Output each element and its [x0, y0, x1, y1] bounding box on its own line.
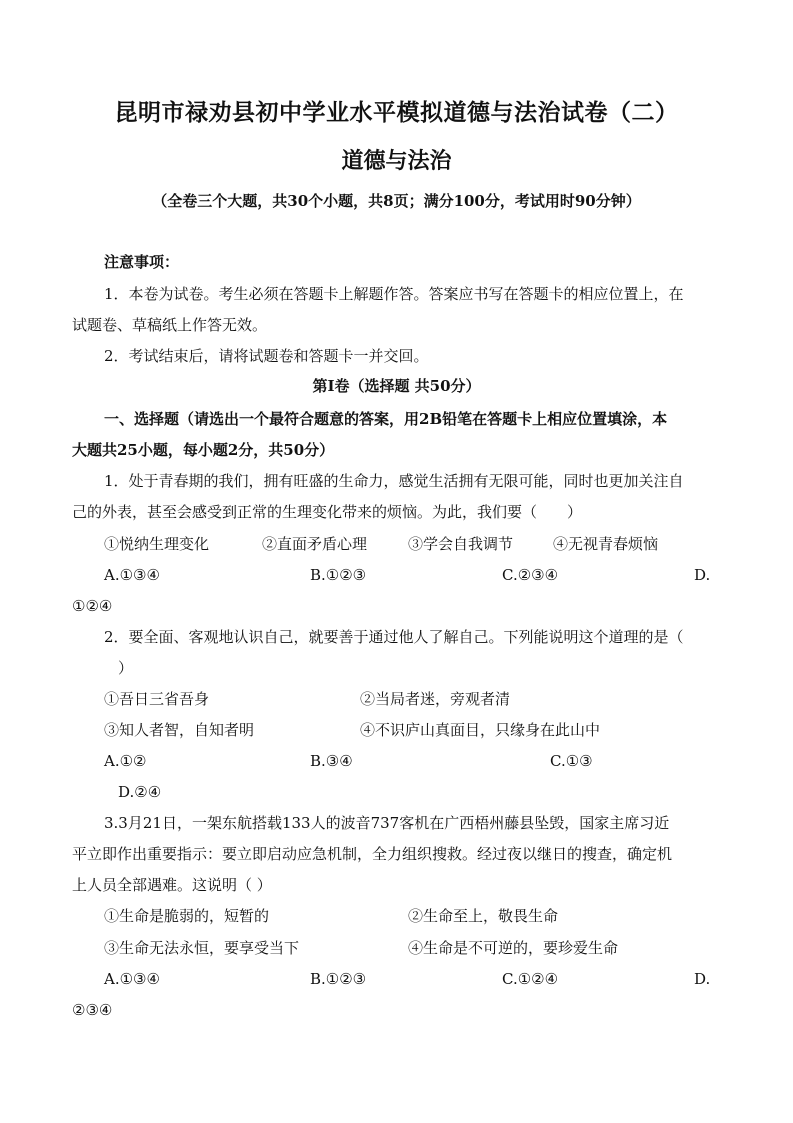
q1-statement-2: ②直面矛盾心理 [262, 535, 368, 553]
notice-heading: 注意事项： [104, 253, 180, 271]
q1-choice-b: B.①②③ [310, 566, 367, 584]
q2-choice-d: D.②④ [118, 783, 162, 801]
notice-item-2: 2．考试结束后，请将试题卷和答题卡一并交回。 [104, 347, 429, 365]
q3-choice-d: D. [694, 970, 711, 988]
q2-choice-b: B.③④ [310, 752, 353, 770]
q2-statement-1: ①吾日三省吾身 [104, 690, 210, 708]
q2-choice-c: C.①③ [550, 752, 593, 770]
q3-choice-d-content: ②③④ [72, 1001, 113, 1019]
q2-statement-4: ④不识庐山真面目，只缘身在此山中 [360, 721, 601, 739]
exam-title: 昆明市禄劝县初中学业水平模拟道德与法治试卷（二） [114, 99, 679, 126]
q1-stem-line-1: 1．处于青春期的我们，拥有旺盛的生命力，感觉生活拥有无限可能，同时也更加关注自 [104, 472, 684, 490]
q1-choice-a: A.①③④ [104, 566, 160, 584]
q3-statement-4: ④生命是不可逆的，要珍爱生命 [408, 939, 619, 957]
q1-choice-d-content: ①②④ [72, 597, 113, 615]
q2-stem-line-1: 2．要全面、客观地认识自己，就要善于通过他人了解自己。下列能说明这个道理的是（ [104, 628, 684, 646]
q1-statement-1: ①悦纳生理变化 [104, 535, 210, 553]
q3-choice-b: B.①②③ [310, 970, 367, 988]
q3-statement-2: ②生命至上，敬畏生命 [408, 907, 559, 925]
q1-choice-d: D. [694, 566, 711, 584]
section-1-heading-line-1: 一、选择题（请选出一个最符合题意的答案，用2B铅笔在答题卡上相应位置填涂，本 [104, 410, 668, 428]
q1-statement-4: ④无视青春烦恼 [553, 535, 659, 553]
q3-stem-line-3: 上人员全部遇难。这说明（ ） [72, 876, 272, 894]
q3-stem-line-1: 3.3月21日，一架东航搭载133人的波音737客机在广西梧州藤县坠毁，国家主席习近 [104, 814, 670, 832]
q2-statement-3: ③知人者智，自知者明 [104, 721, 255, 739]
notice-item-1-line-2: 试题卷、草稿纸上作答无效。 [72, 316, 268, 334]
q1-choice-c: C.②③④ [502, 566, 559, 584]
q1-stem-line-2: 己的外表，甚至会感受到正常的生理变化带来的烦恼。为此，我们要（ ） [72, 503, 583, 521]
q3-choice-a: A.①③④ [104, 970, 160, 988]
exam-info: （全卷三个大题，共30个小题，共8页；满分100分，考试用时90分钟） [152, 192, 641, 210]
section-1-heading-line-2: 大题共25小题，每小题2分，共50分） [72, 441, 335, 459]
q3-stem-line-2: 平立即作出重要指示：要立即启动应急机制，全力组织搜救。经过夜以继日的搜查，确定机 [72, 845, 673, 863]
q2-stem-line-2: ） [118, 659, 134, 677]
notice-item-1-line-1: 1．本卷为试卷。考生必须在答题卡上解题作答。答案应书写在答题卡的相应位置上，在 [104, 285, 684, 303]
q3-statement-3: ③生命无法永恒，要享受当下 [104, 939, 300, 957]
subject-title: 道德与法治 [341, 148, 452, 174]
part-1-title: 第Ⅰ卷（选择题 共50分） [312, 377, 481, 395]
q3-choice-c: C.①②④ [502, 970, 559, 988]
q3-statement-1: ①生命是脆弱的，短暂的 [104, 907, 270, 925]
q2-choice-a: A.①② [104, 752, 147, 770]
q2-statement-2: ②当局者迷，旁观者清 [360, 690, 511, 708]
q1-statement-3: ③学会自我调节 [408, 535, 514, 553]
